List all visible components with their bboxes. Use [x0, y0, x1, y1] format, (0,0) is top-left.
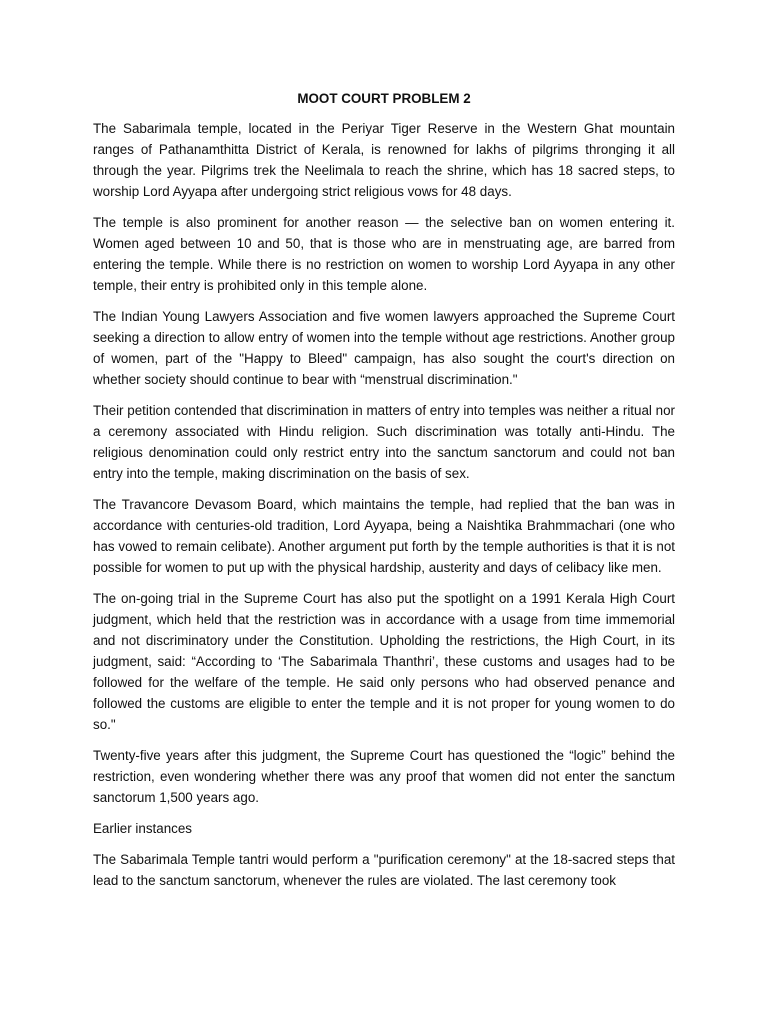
paragraph-devasom-board: The Travancore Devasom Board, which maintains the temple, had replied that the ban was in accordance with centuries-old tradition, Lord Ayyapa, being a Naishtika Brahmmachari (one who has vowed to remain celibate). Another argument put forth by the temple authorities is that it is not possible for women to put up with the physical hardship, austerity and days of celibacy like men.: [93, 497, 675, 575]
document-page: [93, 88, 675, 891]
paragraph-ban: The temple is also prominent for another reason — the selective ban on women entering it. Women aged between 10 and 50, that is those who are in menstruating age, are barred from entering the temple. While there is no restriction on women to worship Lord Ayyapa in any other temple, their entry is prohibited only in this temple alone.: [93, 215, 675, 293]
paragraph-purification: The Sabarimala Temple tantri would perform a "purification ceremony" at the 18-sacred steps that lead to the sanctum sanctorum, whenever the rules are violated. The last ceremony took: [93, 852, 675, 888]
paragraph-petition-contention: Their petition contended that discrimination in matters of entry into temples was neither a ritual nor a ceremony associated with Hindu religion. Such discrimination was totally anti-Hindu. The religious denomination could only restrict entry into the sanctum sanctorum and could not ban entry into the temple, making discrimination on the basis of sex.: [93, 403, 675, 481]
paragraph-petitioners: The Indian Young Lawyers Association and five women lawyers approached the Supreme Court seeking a direction to allow entry of women into the temple without age restrictions. Another group of women, part of the "Happy to Bleed" campaign, has also sought the court's direction on whether society should continue to bear with “menstrual discrimination.": [93, 309, 675, 387]
paragraph-intro: The Sabarimala temple, located in the Periyar Tiger Reserve in the Western Ghat mountain ranges of Pathanamthitta District of Kerala, is renowned for lakhs of pilgrims thronging it all through the year. Pilgrims trek the Neelimala to reach the shrine, which has 18 sacred steps, to worship Lord Ayyapa after undergoing strict religious vows for 48 days.: [93, 121, 675, 199]
document-title: MOOT COURT PROBLEM 2: [297, 91, 471, 106]
paragraph-high-court-judgment: The on-going trial in the Supreme Court has also put the spotlight on a 1991 Kerala High Court judgment, which held that the restriction was in accordance with a usage from time immemorial and not discriminatory under the Constitution. Upholding the restrictions, the High Court, in its judgment, said: “According to ‘The Sabarimala Thanthri’, these customs and usages had to be followed for the welfare of the temple. He said only persons who had observed penance and followed the customs are eligible to enter the temple and it is not proper for young women to do so.": [93, 591, 675, 732]
section-heading: Earlier instances: [93, 821, 192, 836]
paragraph-supreme-court-question: Twenty-five years after this judgment, the Supreme Court has questioned the “logic” behind the restriction, even wondering whether there was any proof that women did not enter the sanctum sanctorum 1,500 years ago.: [93, 748, 675, 805]
